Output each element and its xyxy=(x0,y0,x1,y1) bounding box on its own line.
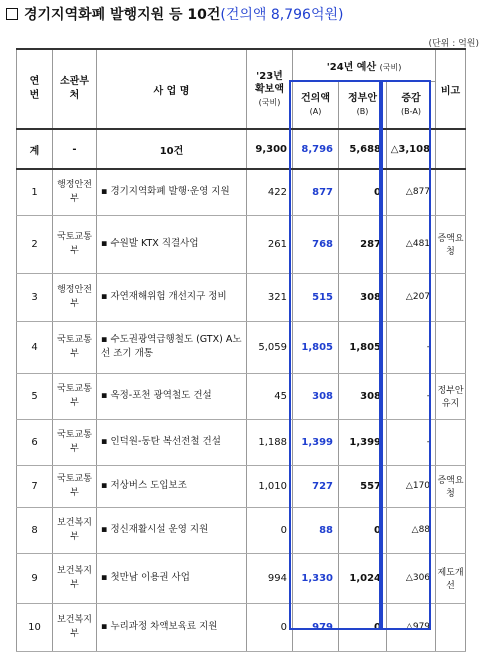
table-row xyxy=(17,215,466,273)
row-dept: 보건복지부 xyxy=(53,553,97,603)
table-row xyxy=(17,419,466,465)
row-dept: 보건복지부 xyxy=(53,507,97,553)
title-main: 경기지역화폐 발행지원 등 10건 xyxy=(24,7,221,23)
total-row xyxy=(17,129,466,169)
row-dept: 행정안전부 xyxy=(53,273,97,321)
row-gov: 308 xyxy=(339,373,387,419)
row-request: 515 xyxy=(293,273,339,321)
row-project: ▪ 인덕원-동탄 복선전철 건설 xyxy=(97,419,247,465)
row-no: 1 xyxy=(17,169,53,215)
row-no: 6 xyxy=(17,419,53,465)
total-request: 8,796 xyxy=(293,129,339,169)
row-project: ▪ 자연재해위험 개선지구 정비 xyxy=(97,273,247,321)
row-remark xyxy=(436,603,466,651)
table-row xyxy=(17,603,466,651)
header-fy24: '24년 예산 (국비) xyxy=(293,49,436,81)
row-diff: △979 xyxy=(387,603,436,651)
row-request: 1,399 xyxy=(293,419,339,465)
table-row xyxy=(17,507,466,553)
row-request: 768 xyxy=(293,215,339,273)
row-gov: 0 xyxy=(339,169,387,215)
row-remark xyxy=(436,169,466,215)
row-no: 4 xyxy=(17,321,53,373)
row-gov: 0 xyxy=(339,507,387,553)
row-no: 8 xyxy=(17,507,53,553)
header-no: 연번 xyxy=(17,49,53,129)
row-project: ▪ 수도권광역급행철도 (GTX) A노선 조기 개통 xyxy=(97,321,247,373)
row-project: ▪ 수원발 KTX 직결사업 xyxy=(97,215,247,273)
row-dept: 국토교통부 xyxy=(53,321,97,373)
row-diff: △207 xyxy=(387,273,436,321)
row-dept: 국토교통부 xyxy=(53,215,97,273)
row-gov: 1,399 xyxy=(339,419,387,465)
row-remark xyxy=(436,321,466,373)
row-remark xyxy=(436,419,466,465)
row-gov: 0 xyxy=(339,603,387,651)
row-project: ▪ 경기지역화폐 발행·운영 지원 xyxy=(97,169,247,215)
row-dept: 국토교통부 xyxy=(53,419,97,465)
row-request: 1,330 xyxy=(293,553,339,603)
header-project: 사 업 명 xyxy=(97,49,247,129)
row-remark xyxy=(436,273,466,321)
row-dept: 보건복지부 xyxy=(53,603,97,651)
header-diff: 증감 (B-A) xyxy=(387,81,436,129)
row-no: 9 xyxy=(17,553,53,603)
header-dept: 소관부처 xyxy=(53,49,97,129)
table-row xyxy=(17,169,466,215)
row-remark: 정부안 유지 xyxy=(436,373,466,419)
row-fy23: 5,059 xyxy=(247,321,293,373)
row-project: ▪ 첫만남 이용권 사업 xyxy=(97,553,247,603)
row-no: 10 xyxy=(17,603,53,651)
row-dept: 국토교통부 xyxy=(53,465,97,507)
total-fy23: 9,300 xyxy=(247,129,293,169)
row-diff: △877 xyxy=(387,169,436,215)
row-project: ▪ 옥정-포천 광역철도 건설 xyxy=(97,373,247,419)
table-row xyxy=(17,553,466,603)
total-dept: - xyxy=(53,129,97,169)
row-diff: △306 xyxy=(387,553,436,603)
row-diff: - xyxy=(387,321,436,373)
row-gov: 287 xyxy=(339,215,387,273)
table-row xyxy=(17,373,466,419)
row-no: 7 xyxy=(17,465,53,507)
row-request: 1,805 xyxy=(293,321,339,373)
row-diff: - xyxy=(387,373,436,419)
total-remark xyxy=(436,129,466,169)
row-gov: 1,805 xyxy=(339,321,387,373)
row-request: 727 xyxy=(293,465,339,507)
row-project: ▪ 저상버스 도입보조 xyxy=(97,465,247,507)
row-no: 2 xyxy=(17,215,53,273)
row-fy23: 1,188 xyxy=(247,419,293,465)
row-remark: 증액요청 xyxy=(436,215,466,273)
checkbox-square-icon xyxy=(6,8,18,20)
budget-table xyxy=(16,48,466,652)
row-remark: 증액요청 xyxy=(436,465,466,507)
title-highlight: (건의액 8,796억원) xyxy=(220,7,344,23)
row-remark xyxy=(436,507,466,553)
row-diff: △88 xyxy=(387,507,436,553)
header-fy23: '23년 확보액 (국비) xyxy=(247,49,293,129)
row-fy23: 422 xyxy=(247,169,293,215)
header-remark: 비고 xyxy=(436,49,466,129)
total-label: 계 xyxy=(17,129,53,169)
table-row xyxy=(17,321,466,373)
row-project: ▪ 누리과정 차액보육료 지원 xyxy=(97,603,247,651)
row-dept: 행정안전부 xyxy=(53,169,97,215)
row-gov: 557 xyxy=(339,465,387,507)
unit-label: (단위 : 억원) xyxy=(428,39,479,49)
row-no: 5 xyxy=(17,373,53,419)
row-project: ▪ 정신재활시설 운영 지원 xyxy=(97,507,247,553)
header-gov: 정부안 (B) xyxy=(339,81,387,129)
total-diff: △3,108 xyxy=(387,129,436,169)
row-fy23: 261 xyxy=(247,215,293,273)
header-request: 건의액 (A) xyxy=(293,81,339,129)
row-request: 979 xyxy=(293,603,339,651)
table-row xyxy=(17,273,466,321)
row-request: 308 xyxy=(293,373,339,419)
total-gov: 5,688 xyxy=(339,129,387,169)
row-fy23: 994 xyxy=(247,553,293,603)
row-remark: 제도개선 xyxy=(436,553,466,603)
row-fy23: 321 xyxy=(247,273,293,321)
row-gov: 1,024 xyxy=(339,553,387,603)
table-row xyxy=(17,465,466,507)
row-dept: 국토교통부 xyxy=(53,373,97,419)
total-project: 10건 xyxy=(97,129,247,169)
page-title xyxy=(6,4,343,24)
row-request: 88 xyxy=(293,507,339,553)
row-diff: △170 xyxy=(387,465,436,507)
row-request: 877 xyxy=(293,169,339,215)
row-diff: - xyxy=(387,419,436,465)
row-fy23: 0 xyxy=(247,507,293,553)
row-no: 3 xyxy=(17,273,53,321)
row-fy23: 0 xyxy=(247,603,293,651)
row-fy23: 1,010 xyxy=(247,465,293,507)
row-gov: 308 xyxy=(339,273,387,321)
row-fy23: 45 xyxy=(247,373,293,419)
row-diff: △481 xyxy=(387,215,436,273)
